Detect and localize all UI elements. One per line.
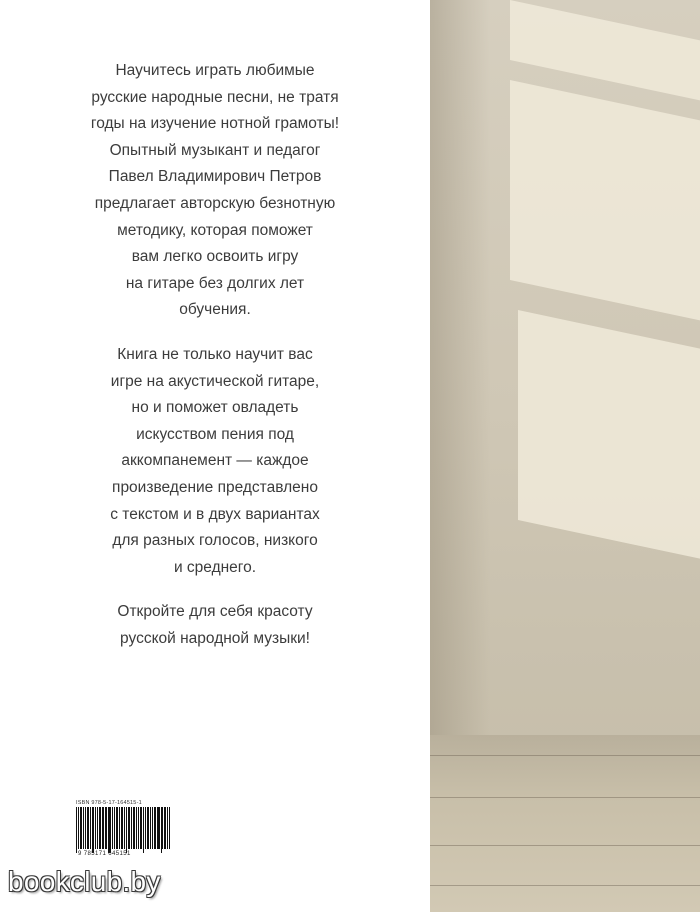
description-line: на гитаре без долгих лет [125,274,305,292]
barcode [76,807,171,857]
barcode-bar [162,807,163,849]
description-line: аккомпанемент — каждое [121,452,309,470]
barcode-bar [87,807,90,849]
floor-board [430,797,700,798]
floor-board [430,845,700,846]
barcode-bar [80,807,82,849]
barcode-bar [152,807,153,849]
barcode-bar [83,807,84,849]
barcode-bar [99,807,101,849]
barcode-bar [145,807,146,849]
barcode-bar [92,807,94,853]
barcode-bar [157,807,160,849]
description-line: игре на акустической гитаре, [110,372,320,390]
barcode-bar [102,807,104,849]
barcode-bar [90,807,91,849]
isbn-label: ISBN 978-5-17-164515-1 [76,800,142,806]
barcode-bar [78,807,79,849]
barcode-bar [133,807,135,849]
floor [430,735,700,912]
description-line: предлагает авторскую безнотную [94,194,336,212]
description-line: искусством пения под [136,425,294,443]
barcode-bar [169,807,170,849]
description-line: Павел Владимирович Петров [108,168,322,186]
barcode-bar [147,807,149,849]
light-beam [510,80,700,320]
barcode-bar [161,807,162,853]
description-line: Научитесь играть любимые [115,62,315,79]
barcode-bar [124,807,125,849]
description-line: русской народной музыки! [120,629,310,647]
description-line: и среднего. [173,558,257,576]
description-line: Откройте для себя красоту [117,603,313,621]
barcode-bar [167,807,168,849]
description-paragraph [0,58,430,324]
barcode-bar [140,807,143,849]
floor-board [430,755,700,756]
barcode-bar [164,807,166,849]
barcode-bar [119,807,120,849]
watermark: bookclub.by [8,866,161,897]
floor-board [430,885,700,886]
barcode-bar [85,807,86,849]
barcode-bar [121,807,124,849]
description-line: с текстом и в двух вариантах [110,505,320,523]
description-line: вам легко освоить игру [131,248,299,266]
barcode-bar [143,807,144,853]
barcode-bar [116,807,118,849]
description-line: но и поможет овладеть [131,399,299,417]
barcode-bar [95,807,96,849]
barcode-bar [105,807,106,849]
description-paragraph [0,599,430,652]
description-line: годы на изучение нотной грамоты! [90,115,340,133]
barcode-digits: 9 785171 645151 [78,851,131,857]
barcode-bar [136,807,137,849]
barcode-bar [128,807,130,849]
description-line: методику, которая поможет [117,221,313,239]
barcode-bar [108,807,111,853]
barcode-bar [112,807,113,849]
description-line: Книга не только научит вас [117,345,313,363]
barcode-bar [106,807,107,849]
description-line: Опытный музыкант и педагог [109,141,321,159]
description-line: обучения. [179,301,251,319]
barcode-bar [138,807,139,849]
description-line: русские народные песни, не тратя [91,88,339,106]
description-text [0,58,430,670]
barcode-bar [126,807,127,853]
light-beam [518,310,700,559]
barcode-bar [150,807,151,849]
description-paragraph [0,342,430,581]
barcode-bar [76,807,77,853]
window-light-photo [430,0,700,912]
barcode-bar [131,807,132,849]
barcode-bar [114,807,115,849]
barcode-bar [154,807,156,849]
description-line: произведение представлено [112,478,318,496]
barcode-bar [97,807,98,849]
description-line: для разных голосов, низкого [112,532,318,550]
